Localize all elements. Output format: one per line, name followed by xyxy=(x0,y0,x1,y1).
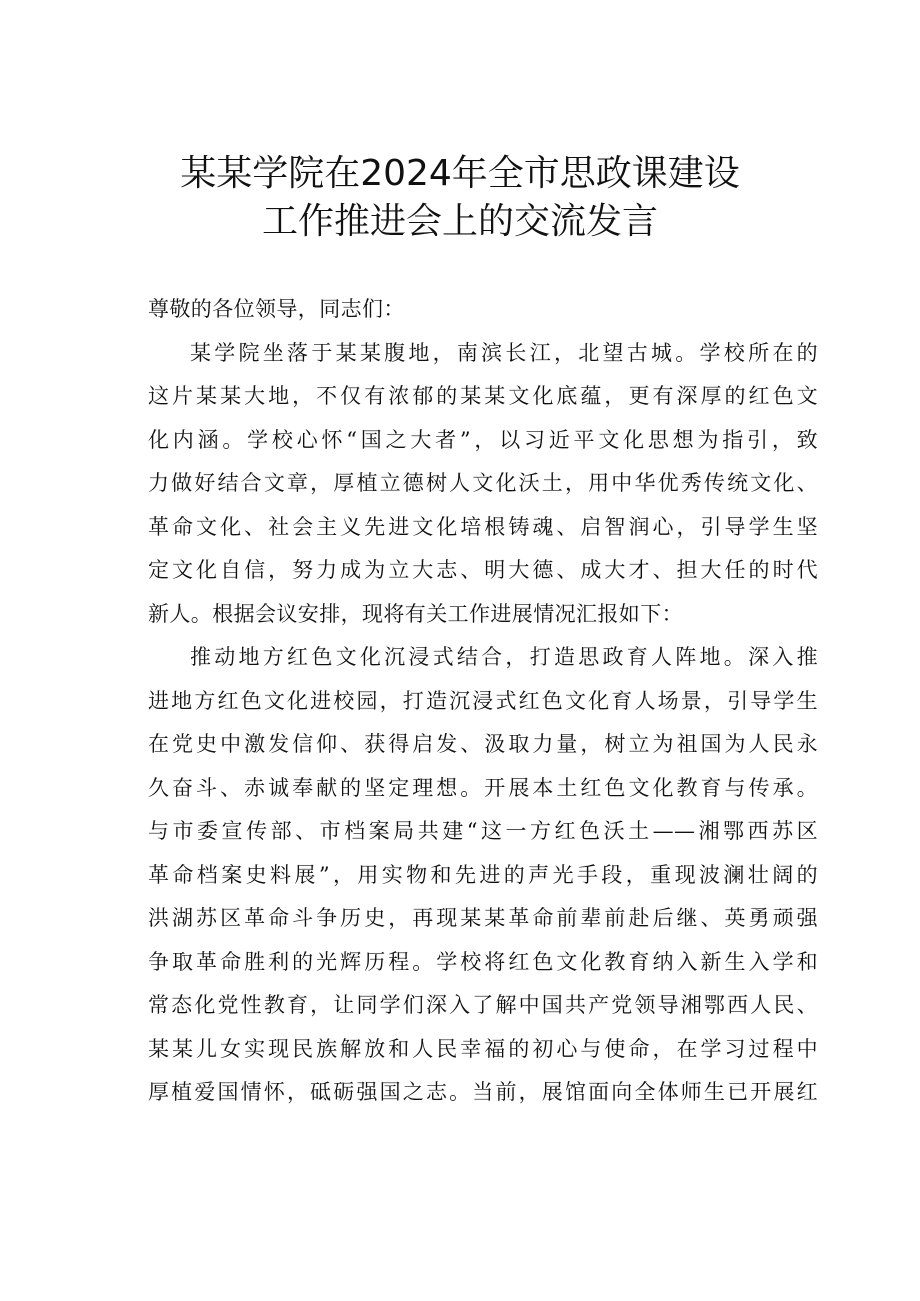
line-text: 争取革命胜利的光辉历程。学校将红色文化教育纳入新生入学和 xyxy=(148,949,818,974)
paragraph-2 xyxy=(148,636,818,1115)
line-text: 这片某某大地，不仅有浓郁的某某文化底蕴，更有深厚的红色文 xyxy=(148,384,818,408)
paragraph-line xyxy=(148,941,818,985)
paragraph-line xyxy=(148,767,818,811)
paragraph-1 xyxy=(148,332,818,637)
paragraph-line xyxy=(148,593,818,637)
line-text: 推动地方红色文化沉浸式结合，打造思政育人阵地。深入推 xyxy=(190,645,818,669)
line-text: 久奋斗、赤诚奉献的坚定理想。开展本土红色文化教育与传承。 xyxy=(148,775,818,800)
line-text: 某某儿女实现民族解放和人民幸福的初心与使命，在学习过程中 xyxy=(148,1036,818,1061)
paragraph-line xyxy=(148,897,818,941)
paragraph-line xyxy=(148,332,818,376)
salutation-text: 尊敬的各位领导，同志们： xyxy=(148,297,405,321)
line-text: 某学院坐落于某某腹地，南滨长江，北望古城。学校所在的 xyxy=(190,340,818,365)
paragraph-line xyxy=(148,1028,818,1072)
line-text: 新人。根据会议安排，现将有关工作进展情况汇报如下： xyxy=(148,601,683,626)
line-text: 洪湖苏区革命斗争历史，再现某某革命前辈前赴后继、英勇顽强 xyxy=(148,906,818,930)
line-text: 常态化党性教育，让同学们深入了解中国共产党领导湘鄂西人民、 xyxy=(148,993,818,1017)
line-text: 化内涵。学校心怀“国之大者”，以习近平文化思想为指引，致 xyxy=(148,427,818,452)
line-text: 革命档案史料展”，用实物和先进的声光手段，重现波澜壮阔的 xyxy=(148,862,818,887)
paragraph-line xyxy=(148,419,818,463)
paragraph-line xyxy=(148,810,818,854)
paragraph-line xyxy=(148,549,818,593)
paragraph-line xyxy=(148,375,818,419)
paragraph-line xyxy=(148,506,818,550)
paragraph-line xyxy=(148,984,818,1028)
paragraph-line xyxy=(148,723,818,767)
line-text: 厚植爱国情怀，砥砺强国之志。当前，展馆面向全体师生已开展红 xyxy=(148,1080,818,1104)
paragraph-line xyxy=(148,1071,818,1115)
title-line-2: 工作推进会上的交流发言 xyxy=(261,201,658,242)
line-text: 定文化自信，努力成为立大志、明大德、成大才、担大任的时代 xyxy=(148,558,818,582)
document-title xyxy=(0,150,920,246)
line-text: 进地方红色文化进校园，打造沉浸式红色文化育人场景，引导学生 xyxy=(148,688,818,713)
line-text: 在党史中激发信仰、获得启发、汲取力量，树立为祖国为人民永 xyxy=(148,732,818,756)
line-text: 与市委宣传部、市档案局共建“这一方红色沃土——湘鄂西苏区 xyxy=(148,819,818,843)
line-text: 革命文化、社会主义先进文化培根铸魂、启智润心，引导学生坚 xyxy=(148,514,818,539)
paragraph-line xyxy=(148,636,818,680)
paragraph-line xyxy=(148,680,818,724)
document-body xyxy=(148,288,818,1115)
paragraph-line xyxy=(148,462,818,506)
paragraph-line xyxy=(148,854,818,898)
salutation xyxy=(148,288,818,332)
title-line-1: 某某学院在2024年全市思政课建设 xyxy=(180,153,740,194)
line-text: 力做好结合文章，厚植立德树人文化沃土，用中华优秀传统文化、 xyxy=(148,471,818,495)
